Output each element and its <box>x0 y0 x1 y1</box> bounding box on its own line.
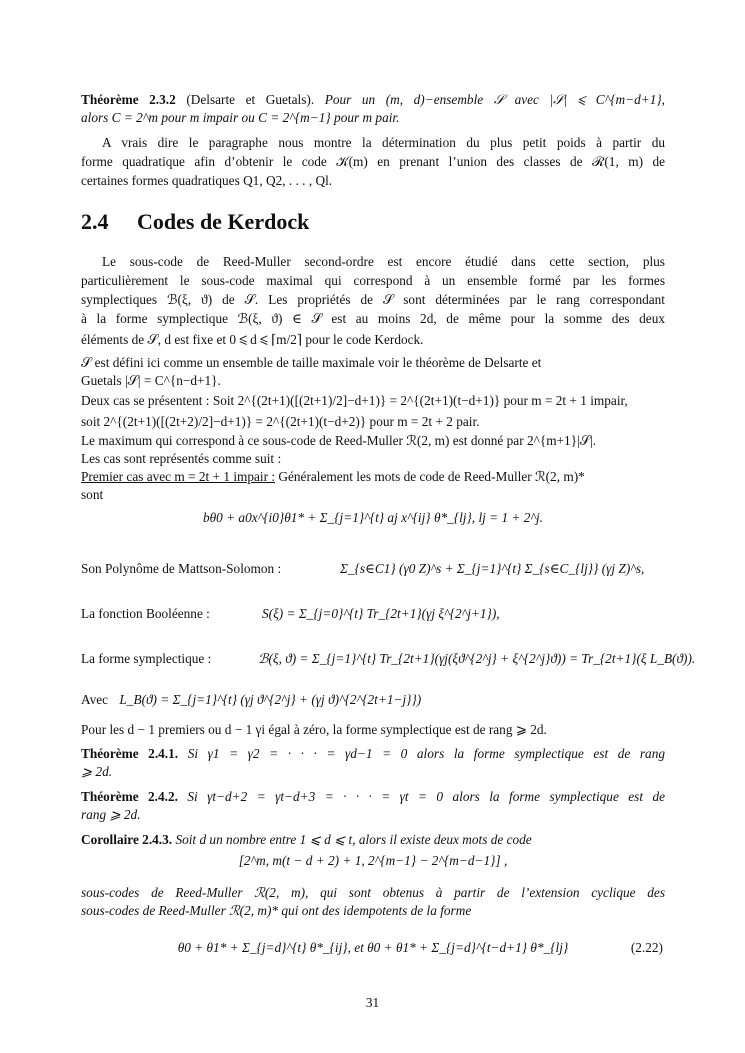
theorem-2-3-2-line1 <box>81 90 665 109</box>
bool-label: La fonction Booléenne : <box>81 606 210 621</box>
theorem-2-3-2-text1: Pour un (m, d)−ensemble 𝒮 avec |𝒮| ⩽ C^{m−d+1}, <box>324 92 666 107</box>
para3-line8: sont <box>81 487 104 502</box>
para3-line2: Guetals |𝒮| = C^{n−d+1}. <box>81 373 221 388</box>
theorem-2-3-2-head: Théorème 2.3.2 <box>81 92 176 107</box>
para3-line4: soit 2^{(2t+1)([(2t+2)/2]−d+1)} = 2^{(2t+1)(t−d+2)} pour m = 2t + 2 pair. <box>81 414 480 429</box>
para4: Pour les d − 1 premiers ou d − 1 γi égal à zéro, la forme symplectique est de rang ⩾ 2d. <box>81 722 547 737</box>
theorem-2-4-2-text: Si γt−d+2 = γt−d+3 = · · · = γt = 0 alors la forme symplectique est de <box>187 789 666 804</box>
theorem-2-4-1-text: Si γ1 = γ2 = · · · = γd−1 = 0 alors la forme symplectique est de rang <box>187 746 665 761</box>
equation-idempotents: θ0 + θ1* + Σ_{j=d}^{t} θ*_{ij}, et θ0 + θ1* + Σ_{j=d}^{t−d+1} θ*_{lj} <box>177 940 569 955</box>
section-title: Codes de Kerdock <box>137 209 310 234</box>
theorem-2-3-2-authors: (Delsarte et Guetals). <box>186 92 315 107</box>
equation-bool: S(ξ) = Σ_{j=0}^{t} Tr_{2t+1}(γj ξ^{2^j+1}), <box>262 606 500 621</box>
equation-number: (2.22) <box>630 940 663 955</box>
theorem-2-4-1-line1 <box>81 744 665 763</box>
theorem-2-4-2-line2: rang ⩾ 2d. <box>81 807 141 822</box>
corollary-text1: Soit d un nombre entre 1 ⩽ d ⩽ t, alors il existe deux mots de code <box>175 832 532 847</box>
sympl-label: La forme symplectique : <box>81 651 212 666</box>
para2-line1: Le sous-code de Reed-Muller second-ordre est encore étudié dans cette section, plus <box>102 254 665 269</box>
corollary-line2: sous-codes de Reed-Muller ℛ(2, m), qui sont obtenus à partir de l’extension cyclique des <box>81 885 665 900</box>
para2-line3: symplectiques ℬ(ξ, ϑ) de 𝒮. Les propriétés de 𝒮 sont déterminées par le rang correspondant <box>81 292 665 307</box>
avec-label: Avec <box>81 692 109 707</box>
corollary-head: Corollaire 2.4.3. <box>81 832 173 847</box>
para3-line1: 𝒮 est défini ici comme un ensemble de taille maximale voir le théorème de Delsarte et <box>81 355 542 370</box>
corollary-line1 <box>81 830 665 849</box>
para3-line5: Le maximum qui correspond à ce sous-code de Reed-Muller ℛ(2, m) est donné par 2^{m+1}|𝒮|. <box>81 433 597 448</box>
equation-codewords: bθ0 + a0x^{i0}θ1* + Σ_{j=1}^{t} aj x^{ij} θ*_{lj}, lj = 1 + 2^j. <box>202 510 544 525</box>
para1-line1: A vrais dire le paragraphe nous montre la détermination du plus petit poids à partir du <box>102 135 665 150</box>
theorem-2-4-1-head: Théorème 2.4.1. <box>81 746 179 761</box>
equation-avec: L_B(ϑ) = Σ_{j=1}^{t} (γj ϑ^{2^j} + (γj ϑ)^{2^{2t+1−j}}) <box>119 692 422 707</box>
para1-line3: certaines formes quadratiques Q1, Q2, . . . , Ql. <box>81 173 333 188</box>
first-case-text: Généralement les mots de code de Reed-Muller ℛ(2, m)* <box>278 469 585 484</box>
corollary-equation: [2^m, m(t − d + 2) + 1, 2^{m−1} − 2^{m−d−1}] , <box>238 853 508 868</box>
theorem-2-3-2-line2: alors C = 2^m pour m impair ou C = 2^{m−1} pour m pair. <box>81 110 400 125</box>
para1-line2: forme quadratique afin d’obtenir le code 𝒦(m) en prenant l’union des classes de ℛ(1, m) de <box>81 154 665 169</box>
para2-line5: éléments de 𝒮, d est fixe et 0 ⩽ d ⩽ ⌈m/2⌉ pour le code Kerdock. <box>81 332 424 347</box>
para2-line4: à la forme symplectique ℬ(ξ, ϑ) ∈ 𝒮 est au moins 2d, de même pour la somme des deux <box>81 311 665 326</box>
para3-line6: Les cas sont représentés comme suit : <box>81 451 282 466</box>
avec-line <box>81 690 665 709</box>
mattson-label: Son Polynôme de Mattson-Solomon : <box>81 561 282 576</box>
section-number: 2.4 <box>81 209 109 234</box>
first-case-label: Premier cas avec m = 2t + 1 impair : <box>81 469 276 484</box>
theorem-2-4-1-line2: ⩾ 2d. <box>81 764 113 779</box>
theorem-2-4-2-head: Théorème 2.4.2. <box>81 789 178 804</box>
para2-line2: particulièrement le sous-code maximal qui correspond à un ensemble formé par les formes <box>81 273 665 288</box>
para3-line7 <box>81 467 665 486</box>
equation-sympl: ℬ(ξ, ϑ) = Σ_{j=1}^{t} Tr_{2t+1}(γj(ξϑ^{2^j} + ξ^{2^j}ϑ)) = Tr_{2t+1}(ξ L_B(ϑ)). <box>258 651 696 666</box>
para3-line3: Deux cas se présentent : Soit 2^{(2t+1)([(2t+1)/2]−d+1)} = 2^{(2t+1)(t−d+1)} pour m = 2t + 1 impair, <box>81 393 628 408</box>
theorem-2-4-2-line1 <box>81 787 665 806</box>
equation-mattson: Σ_{s∈C1} (γ0 Z)^s + Σ_{j=1}^{t} Σ_{s∈C_{lj}} (γj Z)^s, <box>340 561 645 576</box>
page-number: 31 <box>365 995 380 1010</box>
section-heading <box>81 209 309 235</box>
corollary-line3: sous-codes de Reed-Muller ℛ(2, m)* qui ont des idempotents de la forme <box>81 903 472 918</box>
